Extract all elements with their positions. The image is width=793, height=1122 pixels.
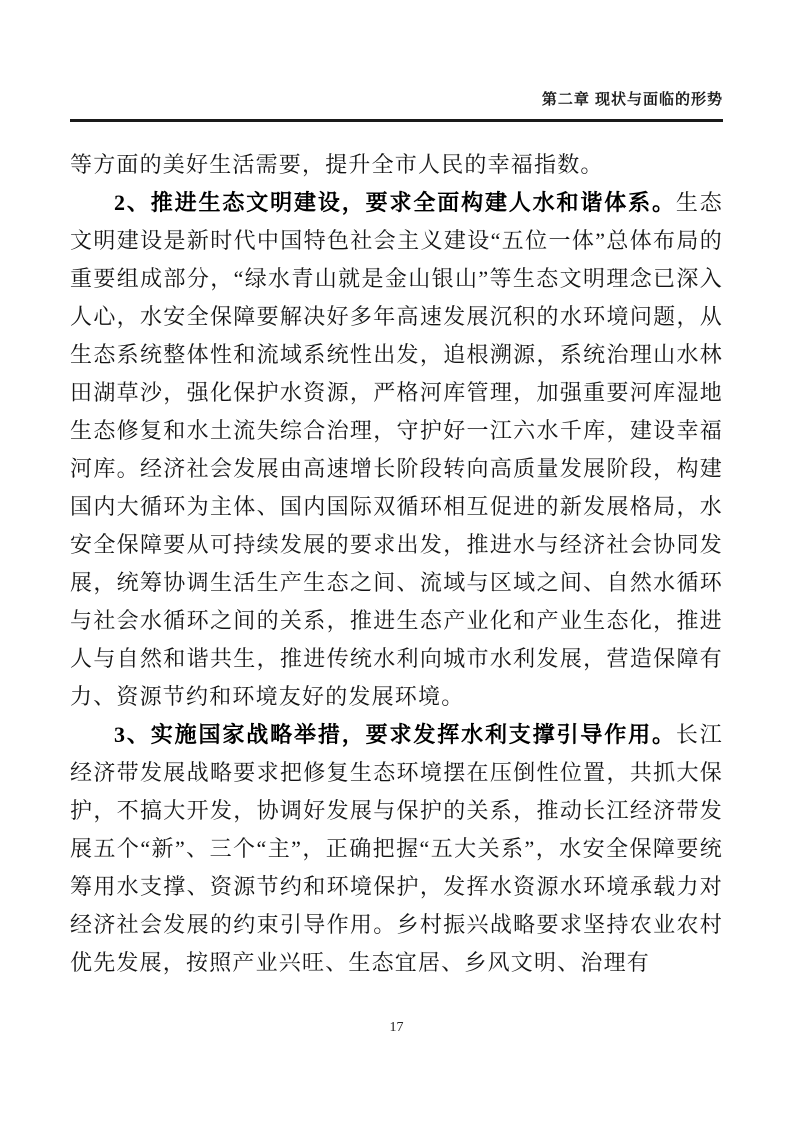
paragraph-item-2 [70,184,723,716]
paragraph-text: 长江经济带发展战略要求把修复生态环境摆在压倒性位置，共抓大保护，不搞大开发，协调好发展与保护的关系，推动长江经济带发展五个“新”、三个“主”，正确把握“五大关系”，水安全保障要统筹用水支撑、资源节约和环境保护，发挥水资源水环境承载力对经济社会发展的约束引导作用。乡村振兴战略要求坚持农业农村优先发展，按照产业兴旺、生态宜居、乡风文明、治理有 [70,722,723,975]
paragraph-lead: 3、实施国家战略举措，要求发挥水利支撑引导作用。 [114,722,676,747]
paragraph-text: 生态文明建设是新时代中国特色社会主义建设“五位一体”总体布局的重要组成部分，“绿水青山就是金山银山”等生态文明理念已深入人心，水安全保障要解决好多年高速发展沉积的水环境问题，从生态系统整体性和流域系统性出发，追根溯源，系统治理山水林田湖草沙，强化保护水资源，严格河库管理，加强重要河库湿地生态修复和水土流失综合治理，守护好一江六水千库，建设幸福河库。经济社会发展由高速增长阶段转向高质量发展阶段，构建国内大循环为主体、国内国际双循环相互促进的新发展格局，水安全保障要从可持续发展的要求出发，推进水与经济社会协同发展，统筹协调生活生产生态之间、流域与区域之间、自然水循环与社会水循环之间的关系，推进生态产业化和产业生态化，推进人与自然和谐共生，推进传统水利向城市水利发展，营造保障有力、资源节约和环境友好的发展环境。 [70,190,723,709]
body-text-block [70,146,723,982]
paragraph-continuation [70,146,723,184]
header-rule-divider [70,119,723,122]
paragraph-text: 等方面的美好生活需要，提升全市人民的幸福指数。 [70,152,604,177]
paragraph-lead: 2、推进生态文明建设，要求全面构建人水和谐体系。 [114,190,676,215]
chapter-running-header: 第二章 现状与面临的形势 [541,91,723,108]
page-number: 17 [389,1020,404,1035]
paragraph-item-3 [70,716,723,982]
